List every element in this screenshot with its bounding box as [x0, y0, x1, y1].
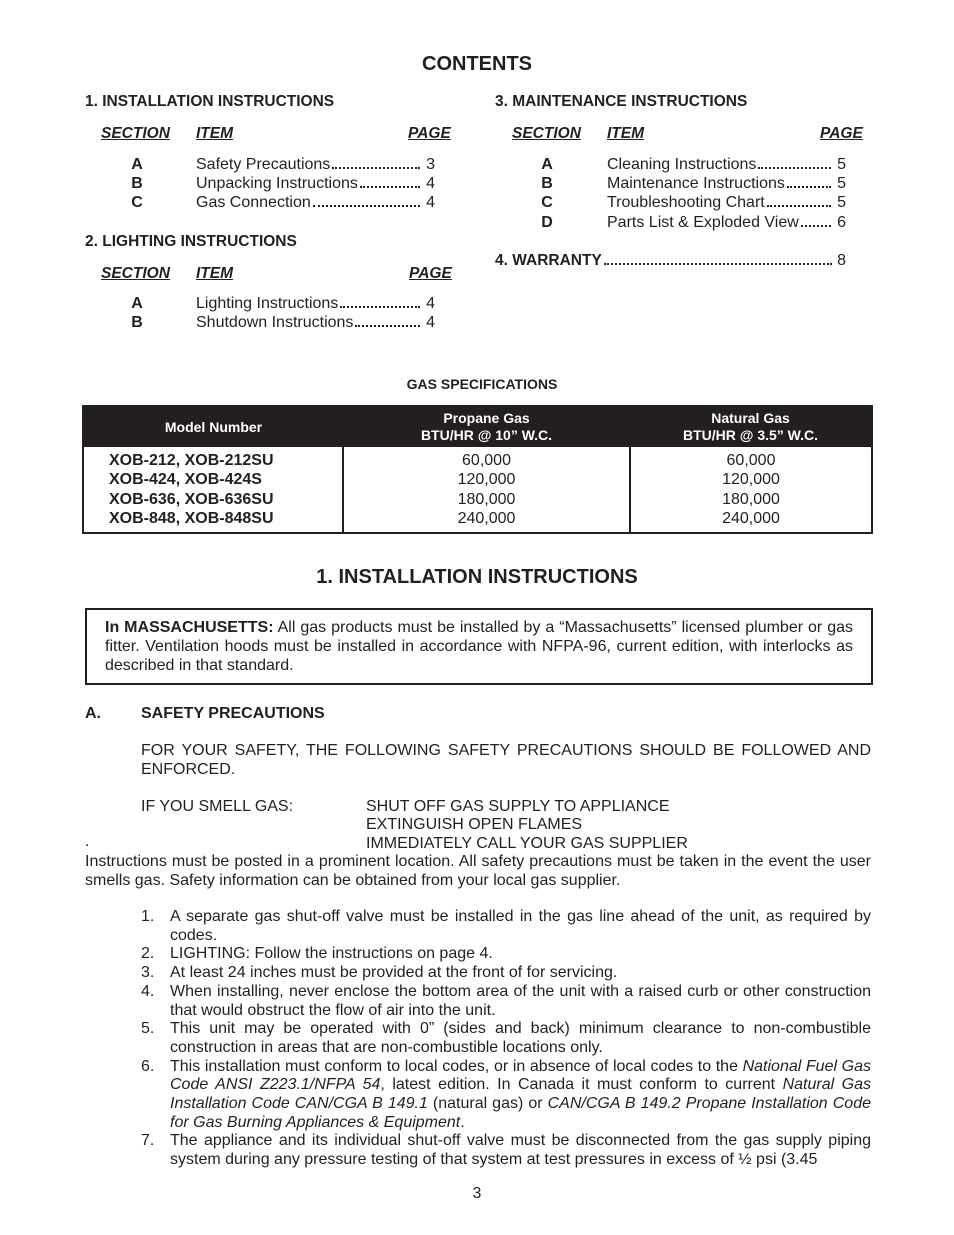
list-text: This installation must conform to local codes, or in absence of local codes to the — [170, 1057, 743, 1075]
toc-item: Gas Connection — [196, 194, 311, 211]
safety-list — [141, 908, 871, 1170]
leader-dots — [758, 167, 831, 169]
header-propane-line1: Propane Gas — [443, 410, 530, 426]
smell-step: IMMEDIATELY CALL YOUR GAS SUPPLIER — [366, 835, 688, 852]
propane-btu: 60,000 — [462, 452, 511, 469]
list-item — [141, 1132, 871, 1169]
leader-dots — [340, 306, 420, 308]
toc-row — [537, 174, 847, 194]
list-number: 6. — [141, 1057, 155, 1075]
list-text: , latest edition. In Canada it must conform to current — [380, 1076, 783, 1094]
toc-page: 4 — [426, 175, 435, 192]
list-number: 3. — [141, 964, 155, 982]
toc-section-letter: A — [131, 295, 143, 312]
toc-section-letter: B — [131, 175, 143, 192]
massachusetts-lead: In MASSACHUSETTS: — [105, 619, 274, 636]
smell-gas-label: IF YOU SMELL GAS: — [141, 798, 294, 815]
list-text: When installing, never enclose the bottom area of the unit with a raised curb or other construction that would obstruct the flow of air into the unit. — [170, 982, 871, 1019]
toc-section-letter: A — [541, 156, 553, 173]
toc-section-letter: C — [541, 194, 553, 211]
toc-col-item: ITEM — [196, 265, 234, 282]
header-model: Model Number — [83, 406, 343, 447]
toc-heading-maintenance: 3. MAINTENANCE INSTRUCTIONS — [495, 93, 748, 110]
toc-page: 5 — [837, 175, 846, 192]
leader-dots — [332, 167, 420, 169]
list-number: 7. — [141, 1132, 155, 1150]
list-item — [141, 983, 871, 1020]
toc-col-page: PAGE — [408, 125, 451, 142]
leader-dots — [313, 205, 420, 207]
toc-section-letter: C — [131, 194, 143, 211]
contents-title: CONTENTS — [422, 53, 532, 75]
list-item — [141, 945, 871, 964]
toc-item: Troubleshooting Chart — [607, 194, 765, 211]
gas-specs-table — [82, 405, 873, 534]
code-reference: Natural Gas Installation Code CAN/CGA B 149.1 — [170, 1076, 872, 1113]
smell-step: EXTINGUISH OPEN FLAMES — [366, 816, 583, 833]
list-number: 5. — [141, 1020, 155, 1038]
toc-page: 5 — [837, 156, 846, 173]
toc-row — [127, 193, 437, 213]
toc-row-warranty — [495, 251, 847, 271]
section-letter: A. — [85, 705, 101, 722]
list-item — [141, 964, 871, 983]
leader-dots — [360, 186, 420, 188]
list-item — [141, 908, 871, 945]
massachusetts-text: All gas products must be installed by a “Massachusetts” licensed plumber or gas fitter. Ventilation hoods must be installed in accordance with NFPA-96, current edition, with interlocks as described in that standard. — [105, 619, 854, 674]
leader-dots — [604, 263, 832, 265]
natural-cell — [630, 447, 872, 533]
list-text: (natural gas) or — [427, 1095, 548, 1113]
toc-page: 6 — [837, 214, 846, 231]
toc-heading-lighting: 2. LIGHTING INSTRUCTIONS — [85, 233, 297, 250]
header-natural-line2: BTU/HR @ 3.5” W.C. — [683, 427, 818, 443]
toc-col-item: ITEM — [607, 125, 645, 142]
list-text: At least 24 inches must be provided at the front of for servicing. — [170, 964, 618, 982]
toc-page: 3 — [426, 156, 435, 173]
toc-col-section: SECTION — [101, 125, 170, 142]
gas-specs-title: GAS SPECIFICATIONS — [406, 376, 558, 392]
toc-row — [537, 213, 847, 233]
natural-btu: 180,000 — [722, 490, 780, 508]
header-propane — [343, 406, 630, 447]
installation-title: 1. INSTALLATION INSTRUCTIONS — [316, 566, 638, 588]
toc-item: Shutdown Instructions — [196, 314, 354, 331]
model-number: XOB-212, XOB-212SU — [109, 452, 274, 469]
natural-btu: 120,000 — [722, 471, 780, 489]
list-item — [141, 1020, 871, 1057]
toc-item: Lighting Instructions — [196, 295, 339, 312]
safety-intro: FOR YOUR SAFETY, THE FOLLOWING SAFETY PRECAUTIONS SHOULD BE FOLLOWED AND ENFORCED. — [141, 742, 871, 778]
leader-dots — [801, 225, 831, 227]
posting-note: Instructions must be posted in a prominent location. All safety precautions must be taken in the event the user smells gas. Safety information can be obtained from your local gas supplier. — [85, 853, 871, 889]
toc-item: Cleaning Instructions — [607, 156, 757, 173]
safety-heading: SAFETY PRECAUTIONS — [141, 705, 325, 722]
code-reference: CAN/CGA B 149.2 Propane Installation Code for Gas Burning Appliances & Equipment — [170, 1095, 871, 1131]
toc-item: Safety Precautions — [196, 156, 331, 173]
stray-dot: . — [85, 833, 90, 850]
toc-page: 4 — [426, 295, 435, 312]
smell-step: SHUT OFF GAS SUPPLY TO APPLIANCE — [366, 798, 670, 815]
list-text: This unit may be operated with 0” (sides and back) minimum clearance to non-combustible construction in areas that are non-combustible locations only. — [170, 1020, 871, 1056]
toc-section-letter: D — [541, 214, 553, 231]
model-number: XOB-636, XOB-636SU — [109, 490, 274, 508]
toc-row — [537, 193, 847, 213]
table-header-row — [83, 406, 872, 447]
model-number: XOB-424, XOB-424S — [109, 471, 262, 489]
code-reference: National Fuel Gas Code ANSI Z223.1/NFPA 54 — [170, 1057, 871, 1094]
leader-dots — [355, 325, 420, 327]
toc-section-letter: B — [131, 314, 143, 331]
massachusetts-note — [85, 608, 873, 685]
list-item — [141, 1058, 871, 1133]
list-number: 1. — [141, 908, 155, 925]
toc-heading-installation: 1. INSTALLATION INSTRUCTIONS — [85, 93, 335, 110]
toc-section-letter: A — [131, 156, 143, 173]
natural-btu: 240,000 — [722, 509, 780, 527]
model-cell — [83, 447, 343, 533]
propane-cell — [343, 447, 630, 533]
leader-dots — [787, 186, 831, 188]
list-text: The appliance and its individual shut-off valve must be disconnected from the gas supply piping system during any pressure testing of that system at test pressures in excess of ½ psi (3.45 — [170, 1132, 871, 1169]
model-number: XOB-848, XOB-848SU — [109, 509, 274, 527]
natural-btu: 60,000 — [726, 452, 776, 469]
toc-heading-warranty: 4. WARRANTY — [495, 252, 602, 269]
toc-col-page: PAGE — [409, 265, 452, 282]
toc-col-page: PAGE — [820, 125, 863, 142]
toc-item: Maintenance Instructions — [607, 175, 785, 192]
propane-btu: 180,000 — [457, 490, 516, 508]
toc-row — [127, 313, 437, 333]
toc-page: 8 — [837, 252, 846, 269]
list-text: A separate gas shut-off valve must be installed in the gas line ahead of the unit, as required by codes. — [170, 908, 871, 944]
toc-col-section: SECTION — [512, 125, 581, 142]
toc-page: 5 — [837, 194, 846, 211]
list-text: . — [460, 1113, 465, 1131]
toc-row — [127, 174, 437, 194]
leader-dots — [767, 205, 831, 207]
list-number: 2. — [141, 945, 155, 963]
page-number: 3 — [472, 1185, 482, 1202]
toc-page: 4 — [426, 194, 435, 211]
toc-section-letter: B — [541, 175, 553, 192]
table-row — [83, 447, 872, 533]
toc-item: Unpacking Instructions — [196, 175, 358, 192]
toc-page: 4 — [426, 314, 435, 331]
propane-btu: 120,000 — [457, 471, 516, 489]
header-natural — [630, 406, 872, 447]
toc-row — [127, 294, 437, 314]
toc-item: Parts List & Exploded View — [607, 214, 799, 231]
header-propane-line2: BTU/HR @ 10” W.C. — [420, 427, 553, 443]
propane-btu: 240,000 — [457, 509, 516, 527]
toc-row — [127, 155, 437, 175]
toc-col-section: SECTION — [101, 265, 170, 282]
toc-row — [537, 155, 847, 175]
toc-col-item: ITEM — [196, 125, 234, 142]
header-natural-line1: Natural Gas — [711, 410, 790, 426]
list-text: LIGHTING: Follow the instructions on page 4. — [170, 945, 493, 963]
list-number: 4. — [141, 982, 155, 1000]
